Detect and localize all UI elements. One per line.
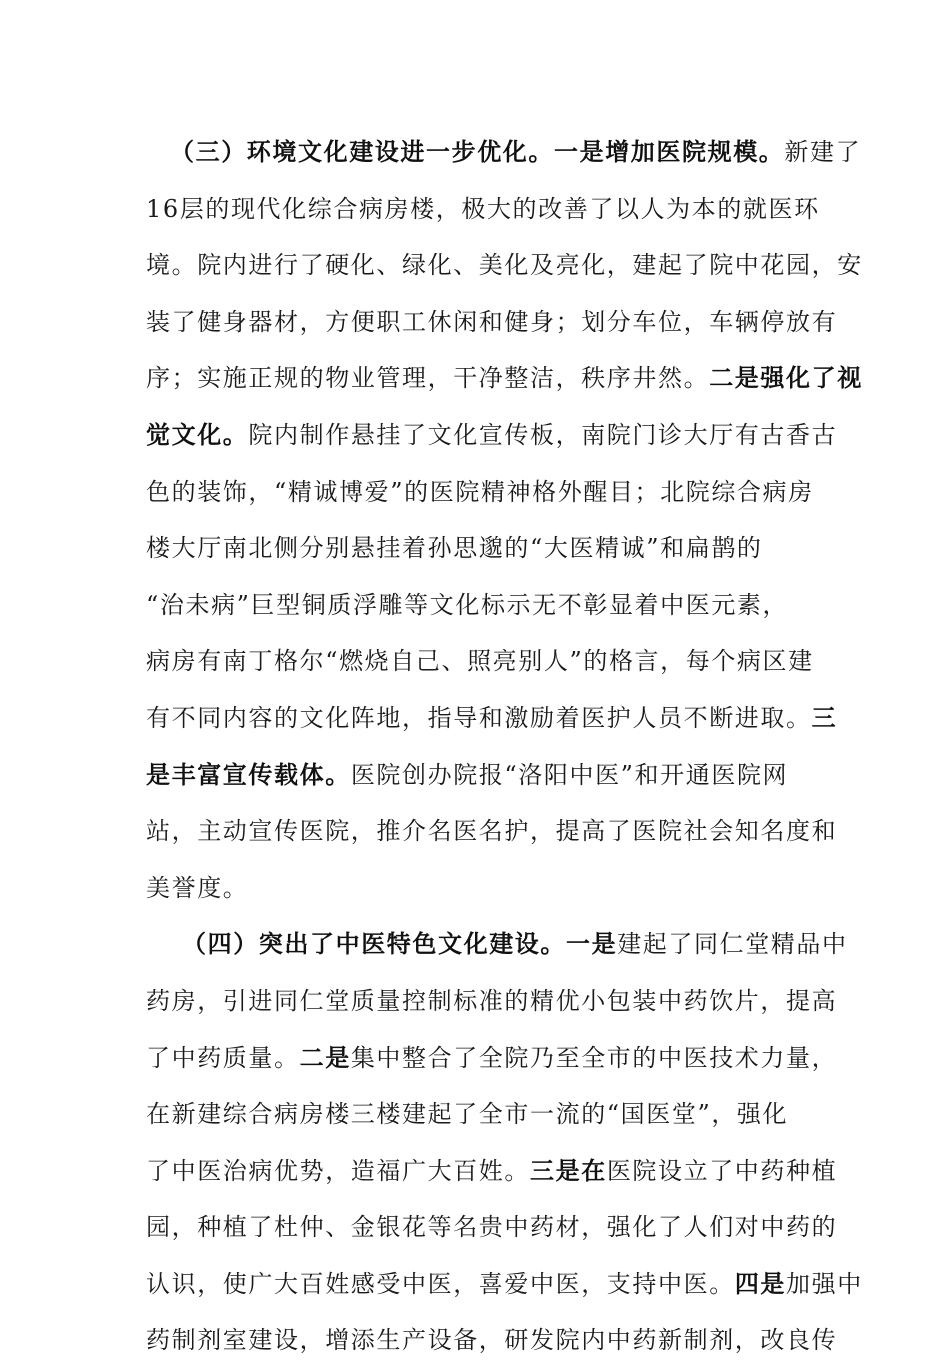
paragraph-line: [146, 520, 822, 577]
paragraph-line: [146, 1143, 838, 1200]
body-text: 色的装饰，“精诚博爱”的医院精神格外醒目；北院综合病房: [146, 477, 814, 506]
document-body: [146, 124, 863, 1369]
bold-heading-text: （四）突出了中医特色文化建设。一是: [182, 930, 618, 959]
bold-heading-text: （三）环境文化建设进一步优化。一是增加医院规模。: [170, 138, 785, 166]
bold-heading-text: 二是: [299, 1043, 351, 1072]
paragraph-line: [146, 577, 822, 634]
body-text: 医院创办院报“洛阳中医”和开通医院网: [350, 760, 789, 789]
bold-heading-text: 二是强化了视: [709, 364, 863, 393]
body-text: 了中医治病优势，造福广大百姓。: [146, 1156, 530, 1185]
paragraph-line: [146, 237, 863, 294]
body-text: 加强中: [786, 1269, 863, 1298]
paragraph-line: [146, 916, 848, 973]
body-text: 在新建综合病房楼三楼建起了全市一流的“国医堂”，强化: [146, 1100, 789, 1129]
paragraph-line: [146, 124, 862, 181]
body-text: 集中整合了全院乃至全市的中医技术力量，: [350, 1043, 838, 1072]
body-text: 境。院内进行了硬化、绿化、美化及亮化，建起了院中花园，安: [146, 251, 863, 280]
body-text: 有不同内容的文化阵地，指导和激励着医护人员不断进取。: [146, 703, 812, 732]
body-text: 病房有南丁格尔“燃烧自己、照亮别人”的格言，每个病区建: [146, 647, 814, 676]
paragraph-line: [146, 294, 838, 351]
paragraph-line: [146, 1312, 838, 1369]
body-text: 美誉度。: [146, 873, 249, 902]
paragraph-line: [146, 181, 822, 238]
body-text: 序；实施正规的物业管理，干净整洁，秩序井然。: [146, 364, 710, 393]
bold-heading-text: 四是: [734, 1269, 787, 1298]
bold-heading-text: 三: [811, 703, 838, 732]
body-text: 认识，使广大百姓感受中医，喜爱中医，支持中医。: [146, 1269, 735, 1298]
paragraph-line: [146, 464, 822, 521]
body-text: 了中药质量。: [146, 1043, 300, 1072]
paragraph-line: [146, 1256, 863, 1313]
body-text: 16层的现代化综合病房楼，极大的改善了以人为本的就医环: [146, 194, 820, 223]
paragraph-line: [146, 690, 838, 747]
paragraph-line: [146, 1199, 838, 1256]
body-text: 建起了同仁堂精品中: [617, 930, 848, 959]
paragraph-line: [146, 407, 838, 464]
bold-heading-text: 是丰富宣传载体。: [146, 760, 351, 789]
paragraph-line: [146, 633, 822, 690]
paragraph-line: [146, 803, 838, 860]
body-text: 药制剂室建设，增添生产设备，研发院内中药新制剂，改良传: [146, 1326, 838, 1355]
body-text: 药房，引进同仁堂质量控制标准的精优小包装中药饮片，提高: [146, 986, 838, 1015]
paragraph-line: [146, 747, 822, 804]
body-text: 站，主动宣传医院，推介名医名护，提高了医院社会知名度和: [146, 817, 838, 846]
paragraph-line: [146, 1030, 838, 1087]
paragraph-line: [146, 350, 863, 407]
body-text: 新建了: [784, 138, 862, 166]
body-text: 园，种植了杜仲、金银花等名贵中药材，强化了人们对中药的: [146, 1213, 838, 1242]
paragraph-line: [146, 1086, 822, 1143]
body-text: “治未病”巨型铜质浮雕等文化标示无不彰显着中医元素，: [146, 590, 789, 619]
paragraph-line: [146, 973, 838, 1030]
bold-heading-text: 三是在: [530, 1156, 607, 1185]
body-text: 楼大厅南北侧分别悬挂着孙思邈的“大医精诚”和扁鹊的: [146, 534, 763, 563]
body-text: 装了健身器材，方便职工休闲和健身；划分车位，车辆停放有: [146, 307, 838, 336]
paragraph-line: [146, 860, 822, 917]
body-text: 院内制作悬挂了文化宣传板，南院门诊大厅有古香古: [248, 420, 838, 449]
body-text: 医院设立了中药种植: [606, 1156, 838, 1185]
bold-heading-text: 觉文化。: [146, 420, 249, 449]
